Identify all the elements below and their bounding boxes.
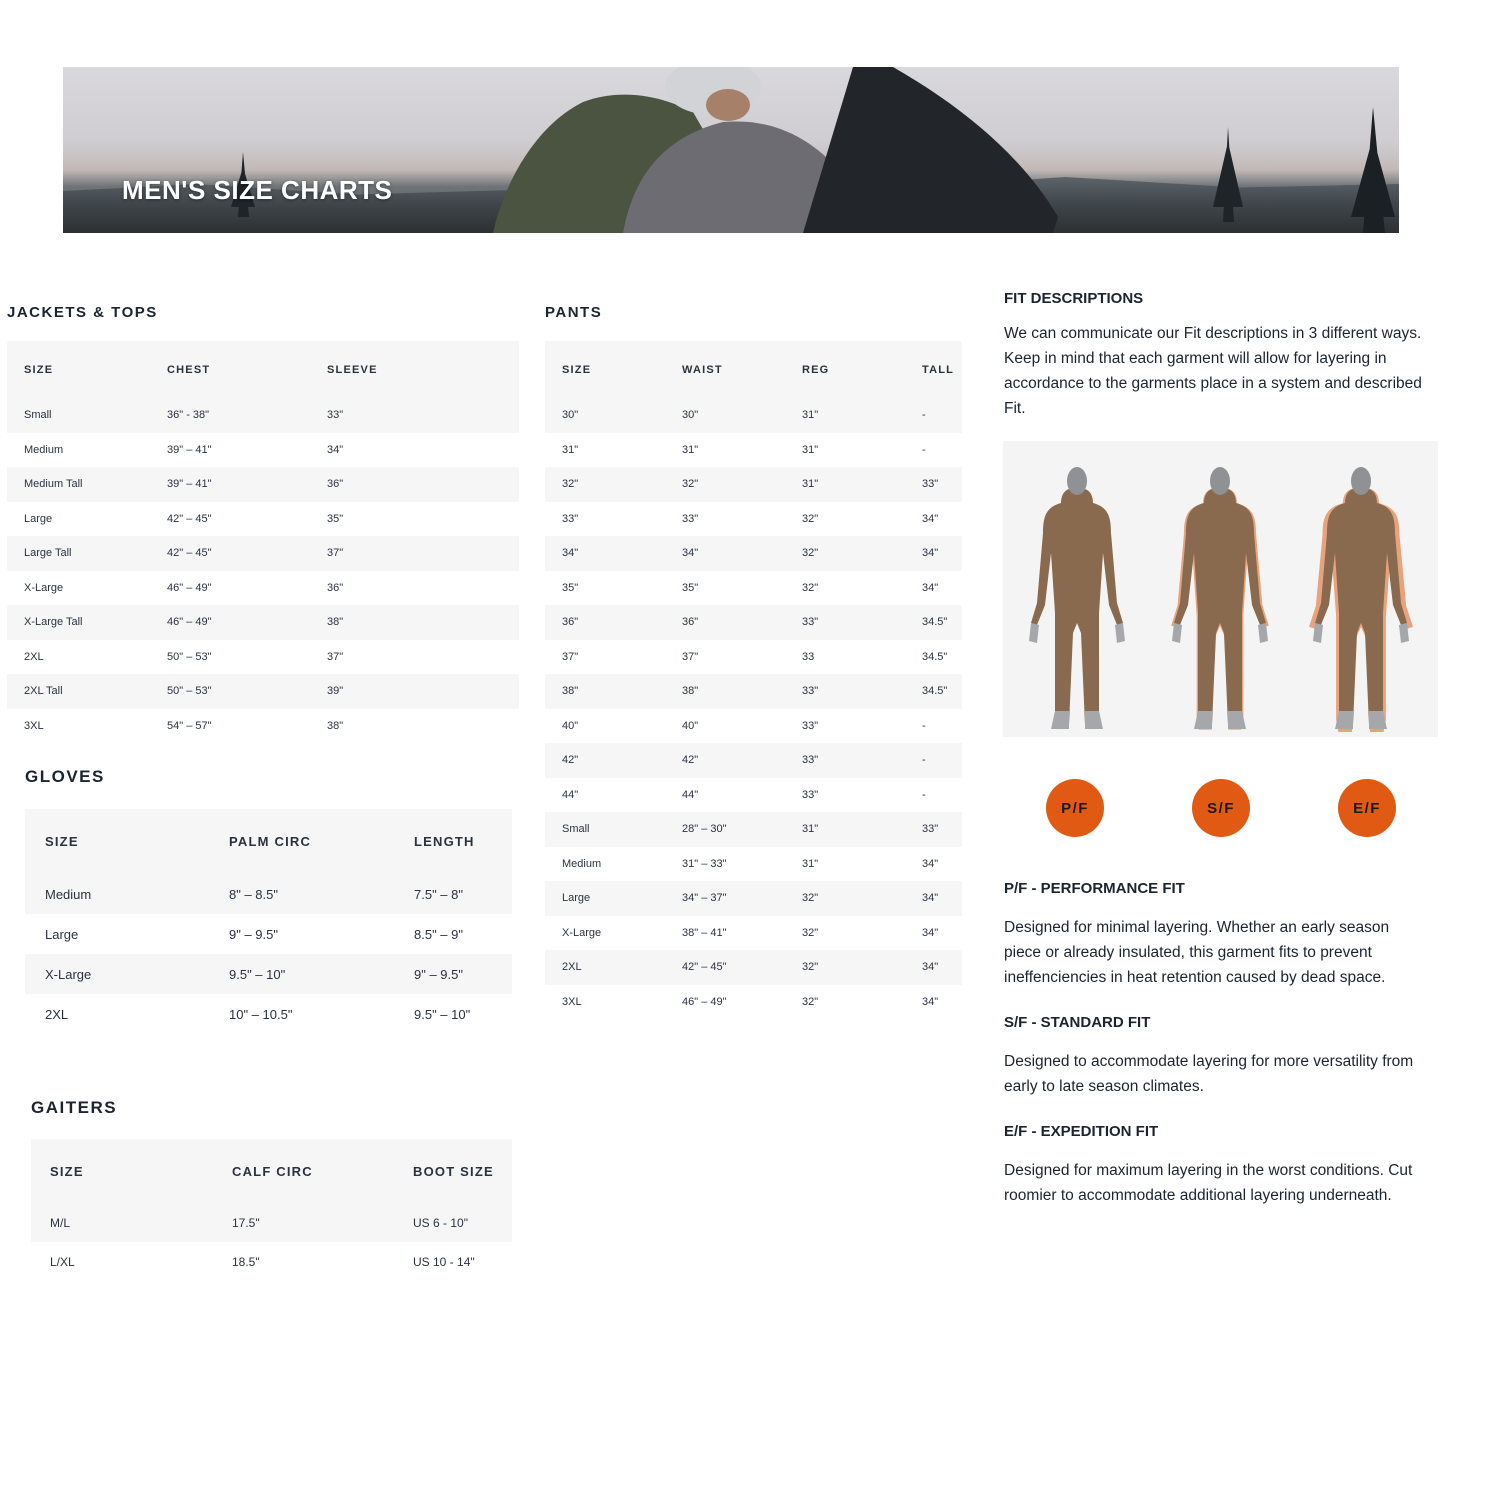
table-cell: 34.5" bbox=[922, 685, 948, 698]
table-cell: 33" bbox=[327, 409, 344, 422]
table-cell: 50" – 53" bbox=[167, 650, 212, 663]
table-cell: 34" bbox=[682, 547, 699, 560]
table-cell: 2XL bbox=[45, 1006, 69, 1022]
table-cell: 39" – 41" bbox=[167, 443, 212, 456]
standard-fit-text: Designed to accommodate layering for more versatility from early to late season climates. bbox=[1004, 1053, 1414, 1095]
table-row bbox=[7, 502, 519, 537]
table-cell: - bbox=[922, 719, 926, 732]
table-row bbox=[31, 1242, 512, 1281]
table-cell: 34" bbox=[922, 857, 939, 870]
table-row bbox=[545, 709, 962, 744]
table-cell: 33" bbox=[562, 512, 579, 525]
gloves-rows bbox=[25, 874, 512, 1034]
gloves-size-table bbox=[25, 809, 512, 1034]
header-length: LENGTH bbox=[414, 834, 475, 849]
jackets-rows bbox=[7, 398, 519, 743]
table-cell: X-Large Tall bbox=[24, 616, 83, 629]
header-reg: REG bbox=[802, 363, 830, 376]
table-row bbox=[545, 640, 962, 675]
table-row bbox=[545, 881, 962, 916]
header-chest: CHEST bbox=[167, 363, 211, 376]
table-cell: 34.5" bbox=[922, 616, 948, 629]
table-cell: 9.5" – 10" bbox=[414, 1006, 471, 1022]
header-boot-size: BOOT SIZE bbox=[413, 1163, 494, 1179]
table-cell: 42" – 45" bbox=[682, 961, 727, 974]
table-cell: - bbox=[922, 443, 926, 456]
table-cell: 32" bbox=[562, 478, 579, 491]
table-row bbox=[545, 985, 962, 1020]
table-row bbox=[545, 571, 962, 606]
table-cell: 38" bbox=[682, 685, 699, 698]
fit-descriptions-title: FIT DESCRIPTIONS bbox=[1004, 290, 1144, 307]
table-cell: 31" bbox=[802, 478, 819, 491]
table-cell: 34" bbox=[922, 961, 939, 974]
table-row bbox=[7, 674, 519, 709]
table-cell: 32" bbox=[802, 926, 819, 939]
table-cell: 33 bbox=[802, 650, 815, 663]
table-cell: 3XL bbox=[24, 719, 44, 732]
table-row bbox=[25, 874, 512, 914]
table-cell: 32" bbox=[802, 547, 819, 560]
gloves-title: GLOVES bbox=[25, 767, 105, 786]
table-cell: 44" bbox=[562, 788, 579, 801]
table-cell: 2XL Tall bbox=[24, 685, 63, 698]
table-cell: 28" – 30" bbox=[682, 823, 727, 836]
table-row bbox=[545, 536, 962, 571]
table-row bbox=[25, 914, 512, 954]
table-cell: 2XL bbox=[562, 961, 582, 974]
expedition-fit-text: Designed for maximum layering in the worst conditions. Cut roomier to accommodate additional layering underneath. bbox=[1004, 1162, 1413, 1204]
table-cell: 3XL bbox=[562, 995, 582, 1008]
table-cell: 8.5" – 9" bbox=[414, 926, 463, 942]
table-row bbox=[7, 640, 519, 675]
standard-fit-title: S/F - STANDARD FIT bbox=[1004, 1014, 1151, 1031]
table-cell: M/L bbox=[50, 1215, 71, 1230]
table-cell: Medium bbox=[45, 886, 92, 902]
table-cell: 32" bbox=[802, 581, 819, 594]
table-cell: 37" bbox=[327, 547, 344, 560]
table-cell: X-Large bbox=[562, 926, 602, 939]
table-row bbox=[7, 433, 519, 468]
table-row bbox=[545, 812, 962, 847]
badge-standard-fit: S/F bbox=[1192, 779, 1250, 837]
table-cell: 18.5" bbox=[232, 1254, 260, 1269]
header-sleeve: SLEEVE bbox=[327, 363, 378, 376]
pants-size-table bbox=[545, 341, 962, 1019]
header-size: SIZE bbox=[24, 363, 54, 376]
table-row bbox=[7, 398, 519, 433]
table-cell: Large Tall bbox=[24, 547, 72, 560]
table-header bbox=[25, 809, 512, 874]
fit-intro-text: We can communicate our Fit descriptions in 3 different ways. Keep in mind that each garment will allow for layering in accordance to the garments place in a system and described Fit. bbox=[1004, 325, 1422, 417]
table-cell: Small bbox=[562, 823, 590, 836]
table-cell: Large bbox=[24, 512, 53, 525]
table-cell: 30" bbox=[682, 409, 699, 422]
table-cell: 7.5" – 8" bbox=[414, 886, 463, 902]
table-cell: 31" – 33" bbox=[682, 857, 727, 870]
table-cell: 46" – 49" bbox=[682, 995, 727, 1008]
table-cell: 8" – 8.5" bbox=[229, 886, 278, 902]
header-waist: WAIST bbox=[682, 363, 723, 376]
hero-scene-image bbox=[63, 67, 1399, 233]
table-cell: 37" bbox=[327, 650, 344, 663]
table-row bbox=[545, 950, 962, 985]
table-cell: 33" bbox=[802, 754, 819, 767]
table-cell: 31" bbox=[802, 409, 819, 422]
table-row bbox=[545, 674, 962, 709]
table-cell: 34" bbox=[327, 443, 344, 456]
performance-fit-figure bbox=[1029, 467, 1125, 729]
expedition-fit-title: E/F - EXPEDITION FIT bbox=[1004, 1123, 1159, 1140]
table-row bbox=[25, 994, 512, 1034]
table-cell: Medium bbox=[24, 443, 64, 456]
table-cell: 33" bbox=[922, 478, 939, 491]
table-row bbox=[545, 502, 962, 537]
table-cell: X-Large bbox=[24, 581, 64, 594]
table-cell: 32" bbox=[802, 892, 819, 905]
table-cell: 36" bbox=[327, 478, 344, 491]
page-title: MEN'S SIZE CHARTS bbox=[122, 175, 393, 205]
standard-fit-figure bbox=[1171, 467, 1269, 730]
table-row bbox=[545, 605, 962, 640]
performance-fit-text: Designed for minimal layering. Whether an early season piece or already insulated, this garment fits to prevent ineffenciencies in heat retention caused by dead space. bbox=[1004, 919, 1390, 986]
table-cell: 34" bbox=[922, 512, 939, 525]
table-cell: 37" bbox=[562, 650, 579, 663]
table-cell: 38" bbox=[327, 616, 344, 629]
table-cell: 31" bbox=[802, 857, 819, 870]
table-cell: 33" bbox=[802, 685, 819, 698]
fit-figures-illustration bbox=[1003, 441, 1438, 737]
table-cell: 34" bbox=[922, 581, 939, 594]
table-cell: 42" – 45" bbox=[167, 547, 212, 560]
table-cell: 37" bbox=[682, 650, 699, 663]
table-cell: 33" bbox=[802, 719, 819, 732]
table-cell: 38" – 41" bbox=[682, 926, 727, 939]
table-cell: 40" bbox=[562, 719, 579, 732]
header-size: SIZE bbox=[45, 834, 79, 849]
table-cell: 34" bbox=[922, 995, 939, 1008]
header-size: SIZE bbox=[562, 363, 592, 376]
table-cell: 34" bbox=[922, 892, 939, 905]
table-cell: Medium bbox=[562, 857, 602, 870]
table-cell: 9.5" – 10" bbox=[229, 966, 286, 982]
pants-title: PANTS bbox=[545, 304, 603, 321]
header-calf-circ: CALF CIRC bbox=[232, 1163, 313, 1179]
expedition-fit-figure bbox=[1309, 467, 1413, 732]
table-cell: 9" – 9.5" bbox=[229, 926, 278, 942]
table-cell: 34" – 37" bbox=[682, 892, 727, 905]
table-cell: 35" bbox=[682, 581, 699, 594]
table-cell: 38" bbox=[327, 719, 344, 732]
table-header bbox=[31, 1139, 512, 1203]
table-row bbox=[25, 954, 512, 994]
table-row bbox=[545, 916, 962, 951]
table-cell: 46" – 49" bbox=[167, 581, 212, 594]
table-cell: 32" bbox=[802, 961, 819, 974]
table-cell: 35" bbox=[327, 512, 344, 525]
table-cell: 36" bbox=[682, 616, 699, 629]
table-cell: 31" bbox=[802, 443, 819, 456]
table-cell: 39" bbox=[327, 685, 344, 698]
table-cell: 31" bbox=[682, 443, 699, 456]
table-cell: 42" – 45" bbox=[167, 512, 212, 525]
table-row bbox=[545, 778, 962, 813]
table-cell: 36" bbox=[562, 616, 579, 629]
table-row bbox=[545, 743, 962, 778]
table-cell: 42" bbox=[562, 754, 579, 767]
table-cell: 46" – 49" bbox=[167, 616, 212, 629]
table-header bbox=[545, 341, 962, 398]
table-cell: 54" – 57" bbox=[167, 719, 212, 732]
table-row bbox=[7, 605, 519, 640]
table-cell: 33" bbox=[802, 788, 819, 801]
table-cell: 34.5" bbox=[922, 650, 948, 663]
table-cell: US 6 - 10" bbox=[413, 1215, 468, 1230]
hero-banner bbox=[63, 67, 1399, 233]
table-row bbox=[7, 709, 519, 744]
gaiters-title: GAITERS bbox=[31, 1098, 118, 1117]
table-row bbox=[31, 1203, 512, 1242]
table-row bbox=[545, 433, 962, 468]
jackets-title: JACKETS & TOPS bbox=[7, 304, 158, 321]
table-cell: 39" – 41" bbox=[167, 478, 212, 491]
jackets-size-table bbox=[7, 341, 519, 743]
table-cell: 40" bbox=[682, 719, 699, 732]
table-cell: 32" bbox=[682, 478, 699, 491]
table-cell: 31" bbox=[562, 443, 579, 456]
table-cell: 33" bbox=[922, 823, 939, 836]
table-cell: 32" bbox=[802, 995, 819, 1008]
table-cell: 34" bbox=[562, 547, 579, 560]
table-cell: L/XL bbox=[50, 1254, 75, 1269]
gaiters-size-table bbox=[31, 1139, 512, 1281]
table-cell: 42" bbox=[682, 754, 699, 767]
table-row bbox=[7, 467, 519, 502]
table-header bbox=[7, 341, 519, 398]
table-cell: 32" bbox=[802, 512, 819, 525]
table-row bbox=[545, 847, 962, 882]
table-cell: X-Large bbox=[45, 966, 92, 982]
pants-rows bbox=[545, 398, 962, 1019]
table-row bbox=[545, 467, 962, 502]
table-cell: 33" bbox=[802, 616, 819, 629]
table-cell: 34" bbox=[922, 926, 939, 939]
header-tall: TALL bbox=[922, 363, 955, 376]
badge-expedition-fit: E/F bbox=[1338, 779, 1396, 837]
table-cell: 17.5" bbox=[232, 1215, 260, 1230]
gaiters-rows bbox=[31, 1203, 512, 1281]
table-cell: 33" bbox=[682, 512, 699, 525]
table-cell: 34" bbox=[922, 547, 939, 560]
table-cell: Small bbox=[24, 409, 52, 422]
table-cell: 2XL bbox=[24, 650, 44, 663]
table-cell: 10" – 10.5" bbox=[229, 1006, 293, 1022]
table-cell: 36" - 38" bbox=[167, 409, 210, 422]
table-cell: 44" bbox=[682, 788, 699, 801]
table-cell: Large bbox=[562, 892, 591, 905]
table-cell: - bbox=[922, 788, 926, 801]
table-cell: - bbox=[922, 409, 926, 422]
table-cell: US 10 - 14" bbox=[413, 1254, 475, 1269]
table-cell: - bbox=[922, 754, 926, 767]
table-row bbox=[545, 398, 962, 433]
performance-fit-title: P/F - PERFORMANCE FIT bbox=[1004, 880, 1185, 897]
table-cell: Medium Tall bbox=[24, 478, 83, 491]
table-row bbox=[7, 571, 519, 606]
table-cell: 31" bbox=[802, 823, 819, 836]
table-cell: 50" – 53" bbox=[167, 685, 212, 698]
table-cell: Large bbox=[45, 926, 79, 942]
table-cell: 38" bbox=[562, 685, 579, 698]
header-palm-circ: PALM CIRC bbox=[229, 834, 312, 849]
table-row bbox=[7, 536, 519, 571]
table-cell: 30" bbox=[562, 409, 579, 422]
table-cell: 35" bbox=[562, 581, 579, 594]
badge-performance-fit: P/F bbox=[1046, 779, 1104, 837]
table-cell: 9" – 9.5" bbox=[414, 966, 463, 982]
table-cell: 36" bbox=[327, 581, 344, 594]
header-size: SIZE bbox=[50, 1163, 84, 1179]
